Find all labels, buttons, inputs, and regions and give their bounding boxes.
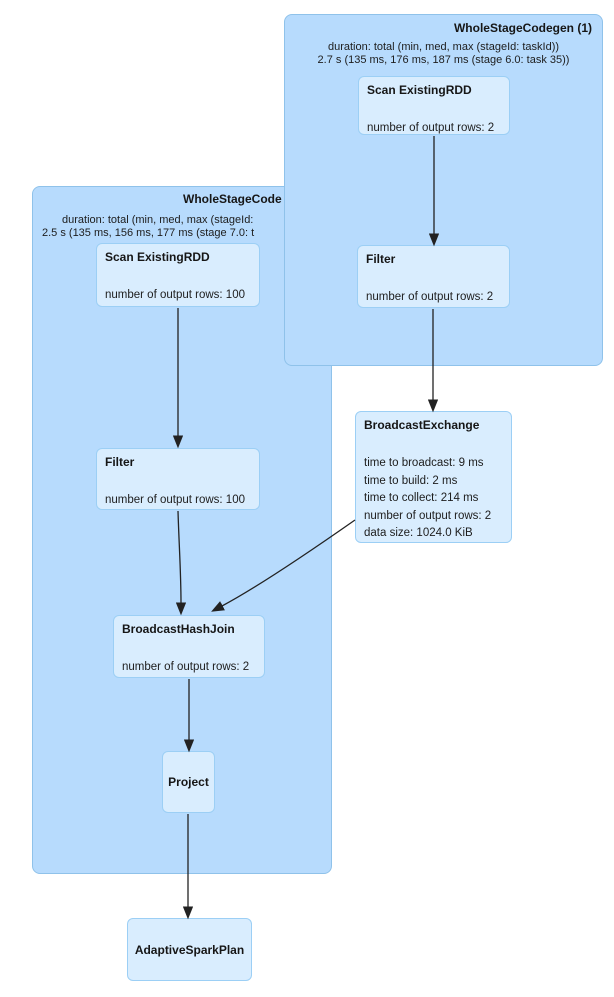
node-title: Filter [366,252,396,266]
node-title: BroadcastExchange [364,418,480,432]
node-filter-1 [357,245,510,308]
cluster-wholestagecodegen-1 [284,14,603,366]
node-broadcast-hash-join [113,615,265,678]
node-title: Filter [105,455,135,469]
node-adaptive-spark-plan [127,918,252,981]
cluster-duration-label: duration: total (min, med, max (stageId: taskId)) [327,41,560,53]
node-metric: number of output rows: 100 [105,289,245,301]
cluster-title: WholeStageCodegen (1) [453,21,592,35]
node-project [162,751,215,813]
cluster-duration-label: duration: total (min, med, max (stageId: [62,214,254,226]
node-broadcast-exchange [355,411,512,543]
node-title: AdaptiveSparkPlan [134,942,245,957]
node-metric: number of output rows: 2 [366,291,494,303]
node-scan-existing-rdd-2 [96,243,260,307]
node-metric: number of output rows: 2 [367,122,495,134]
node-title: Project [168,775,209,789]
node-metric: time to build: 2 ms [364,474,458,487]
node-metric: number of output rows: 2 [122,661,250,673]
node-metric: time to collect: 214 ms [364,492,479,504]
node-title: BroadcastHashJoin [122,622,235,636]
cluster-duration-value: 2.5 s (135 ms, 156 ms, 177 ms (stage 7.0: t [42,227,255,239]
node-metric: number of output rows: 2 [364,509,492,522]
node-metric: number of output rows: 100 [105,494,245,506]
node-scan-existing-rdd-1 [358,76,510,135]
node-title: Scan ExistingRDD [105,250,210,264]
node-title: Scan ExistingRDD [367,83,472,97]
node-metric: time to broadcast: 9 ms [364,457,484,469]
cluster-duration-value: 2.7 s (135 ms, 176 ms, 187 ms (stage 6.0: task 35)) [317,54,570,66]
node-filter-2 [96,448,260,510]
cluster-title: WholeStageCode [183,192,282,206]
node-metric: data size: 1024.0 KiB [364,527,473,539]
